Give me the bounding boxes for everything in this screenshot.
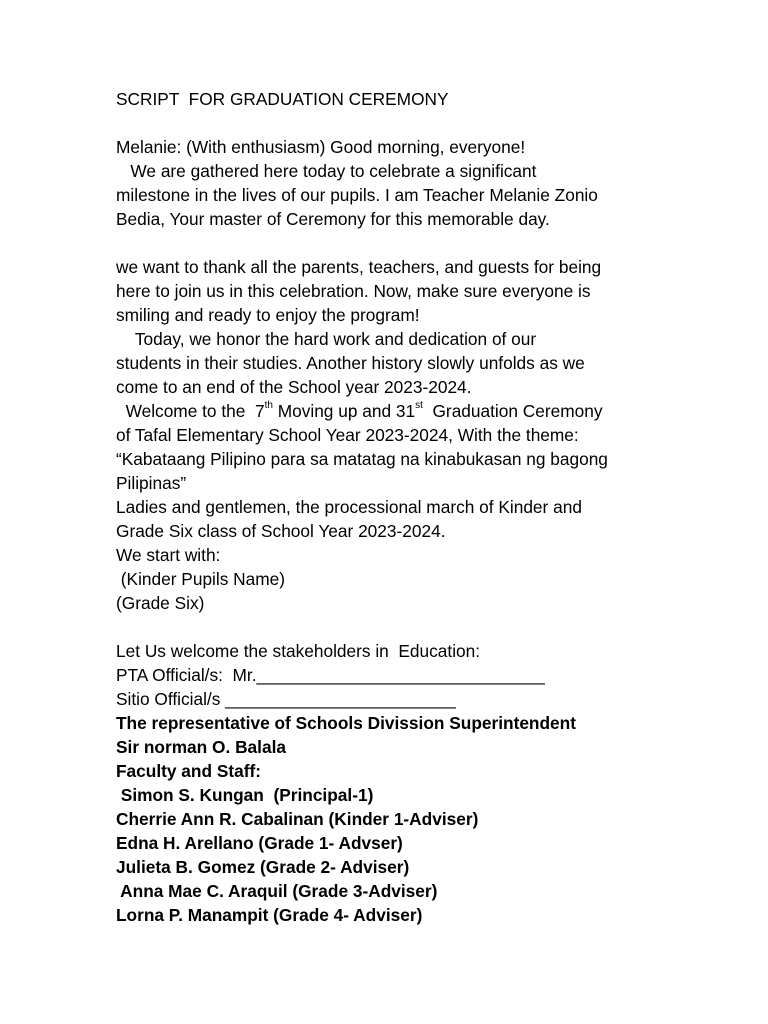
stakeholder-line: Sitio Official/s ________________________ [116,689,456,709]
bold-line: Lorna P. Manampit (Grade 4- Adviser) [116,905,423,925]
opening-line: We are gathered here today to celebrate a significant [116,161,537,181]
bold-line: Faculty and Staff: [116,761,261,781]
thanks-line: we want to thank all the parents, teachers, and guests for being [116,257,602,277]
blank-line [116,615,676,639]
welcome-text: Moving up and 31 [272,401,416,421]
bold-line: Edna H. Arellano (Grade 1- Advser) [116,833,403,853]
stakeholder-line: PTA Official/s: Mr.______________________________ [116,665,545,685]
bold-line: Cherrie Ann R. Cabalinan (Kinder 1-Adviser) [116,809,479,829]
opening-line: Melanie: (With enthusiasm) Good morning, everyone! [116,137,526,157]
ordinal-suffix: th [264,400,273,412]
thanks-line: smiling and ready to enjoy the program! [116,305,420,325]
bold-line: Sir norman O. Balala [116,737,286,757]
stakeholder-line: Let Us welcome the stakeholders in Education: [116,641,481,661]
theme-line: Pilipinas” [116,473,187,493]
thanks-line: students in their studies. Another history slowly unfolds as we [116,353,585,373]
opening-line: milestone in the lives of our pupils. I am Teacher Melanie Zonio [116,185,598,205]
theme-line: of Tafal Elementary School Year 2023-2024, With the theme: [116,425,579,445]
theme-line: “Kabataang Pilipino para sa matatag na kinabukasan ng bagong [116,449,608,469]
welcome-line [116,399,676,423]
theme-line: Grade Six class of School Year 2023-2024. [116,521,446,541]
bold-line: Anna Mae C. Araquil (Grade 3-Adviser) [116,881,438,901]
thanks-line: here to join us in this celebration. Now, make sure everyone is [116,281,591,301]
welcome-text: Graduation Ceremony [422,401,603,421]
ordinal-suffix: st [415,400,423,412]
thanks-line: Today, we honor the hard work and dedication of our [116,329,537,349]
blank-line [116,111,676,135]
theme-line: (Grade Six) [116,593,205,613]
theme-line: (Kinder Pupils Name) [116,569,286,589]
theme-line: We start with: [116,545,221,565]
document-title: SCRIPT FOR GRADUATION CEREMONY [116,89,449,109]
blank-line [116,231,676,255]
bold-line: Simon S. Kungan (Principal-1) [116,785,374,805]
thanks-line: come to an end of the School year 2023-2024. [116,377,472,397]
bold-line: Julieta B. Gomez (Grade 2- Adviser) [116,857,410,877]
opening-line: Bedia, Your master of Ceremony for this memorable day. [116,209,550,229]
theme-line: Ladies and gentlemen, the processional march of Kinder and [116,497,582,517]
bold-line: The representative of Schools Divission Superintendent [116,713,576,733]
script-body [116,87,676,927]
welcome-text: Welcome to the 7 [116,401,265,421]
